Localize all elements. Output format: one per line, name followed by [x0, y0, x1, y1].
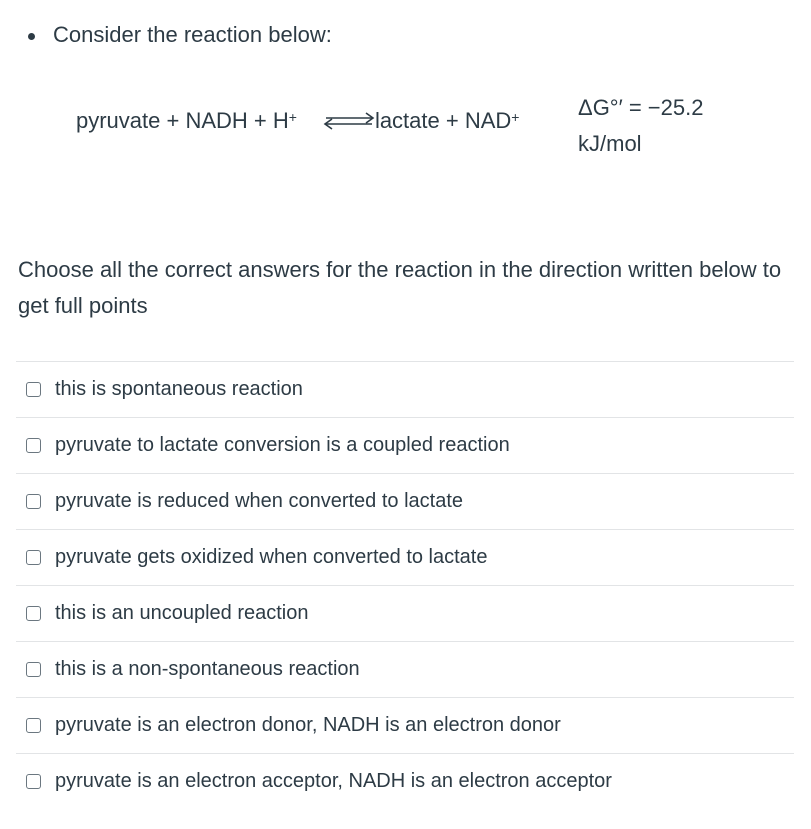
answer-option[interactable]: [16, 417, 794, 473]
answer-option[interactable]: [16, 585, 794, 641]
answer-label: pyruvate is reduced when converted to lactate: [55, 490, 464, 512]
answer-label: pyruvate is an electron donor, NADH is an electron donor: [55, 714, 561, 736]
checkbox[interactable]: [26, 662, 41, 677]
answer-option[interactable]: [16, 529, 794, 585]
reactants-charge: +: [288, 109, 297, 125]
delta-g-line2: kJ/mol: [578, 131, 642, 156]
checkbox[interactable]: [26, 494, 41, 509]
answer-label: pyruvate gets oxidized when converted to lactate: [55, 546, 488, 568]
answer-option[interactable]: [16, 641, 794, 697]
answer-label: this is a non-spontaneous reaction: [55, 658, 360, 680]
answer-option[interactable]: [16, 361, 794, 417]
answer-label: pyruvate is an electron acceptor, NADH is an electron acceptor: [55, 770, 612, 792]
products-charge: +: [511, 109, 520, 125]
delta-g-line1: ΔG°′ = −25.2: [578, 95, 704, 120]
answer-label: this is spontaneous reaction: [55, 378, 303, 400]
reaction-products: lactate + NAD: [374, 108, 512, 133]
prompt-line: [28, 22, 332, 48]
question-text: Choose all the correct answers for the reaction in the direction written below to get full points: [18, 257, 782, 318]
checkbox[interactable]: [26, 606, 41, 621]
answer-label: this is an uncoupled reaction: [55, 602, 309, 624]
prompt-text: Consider the reaction below:: [53, 22, 332, 47]
answer-option[interactable]: [16, 697, 794, 753]
answer-option[interactable]: [16, 473, 794, 529]
equilibrium-arrow-icon: [323, 112, 375, 130]
bullet-icon: [28, 33, 35, 40]
checkbox[interactable]: [26, 382, 41, 397]
checkbox[interactable]: [26, 774, 41, 789]
reaction-equation: [76, 108, 519, 134]
checkbox[interactable]: [26, 438, 41, 453]
reaction-reactants: pyruvate + NADH + H: [76, 108, 289, 133]
delta-g-value: [578, 90, 703, 162]
checkbox[interactable]: [26, 550, 41, 565]
checkbox[interactable]: [26, 718, 41, 733]
answer-option[interactable]: [16, 753, 794, 809]
answer-label: pyruvate to lactate conversion is a coupled reaction: [55, 434, 510, 456]
answer-list: [16, 361, 794, 809]
